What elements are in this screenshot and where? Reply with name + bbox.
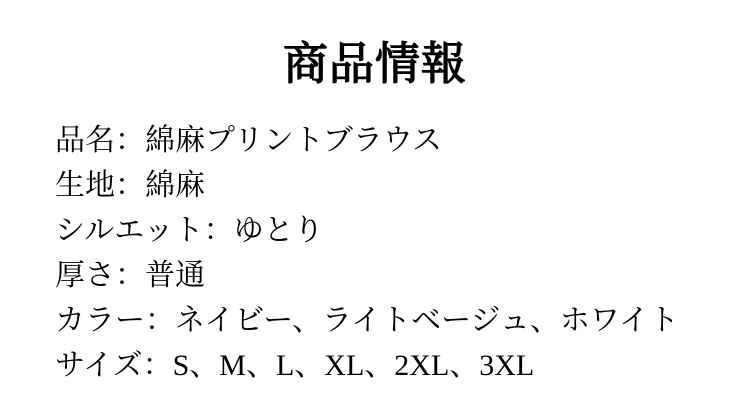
spec-item-fabric: 生地：綿麻: [55, 169, 205, 202]
spec-item-color: カラー：ネイビー、ライトベージュ、ホワイト: [55, 304, 679, 337]
page-title: 商品情報: [282, 39, 467, 89]
spec-item-silhouette: シルエット：ゆとり: [55, 214, 324, 247]
product-spec-list: [55, 118, 732, 388]
spec-item-size: サイズ：S、M、L、XL、2XL、3XL: [55, 349, 535, 382]
spec-item-product-name: 品名：綿麻プリントブラウス: [55, 124, 442, 157]
spec-item-thickness: 厚さ：普通: [55, 259, 205, 292]
